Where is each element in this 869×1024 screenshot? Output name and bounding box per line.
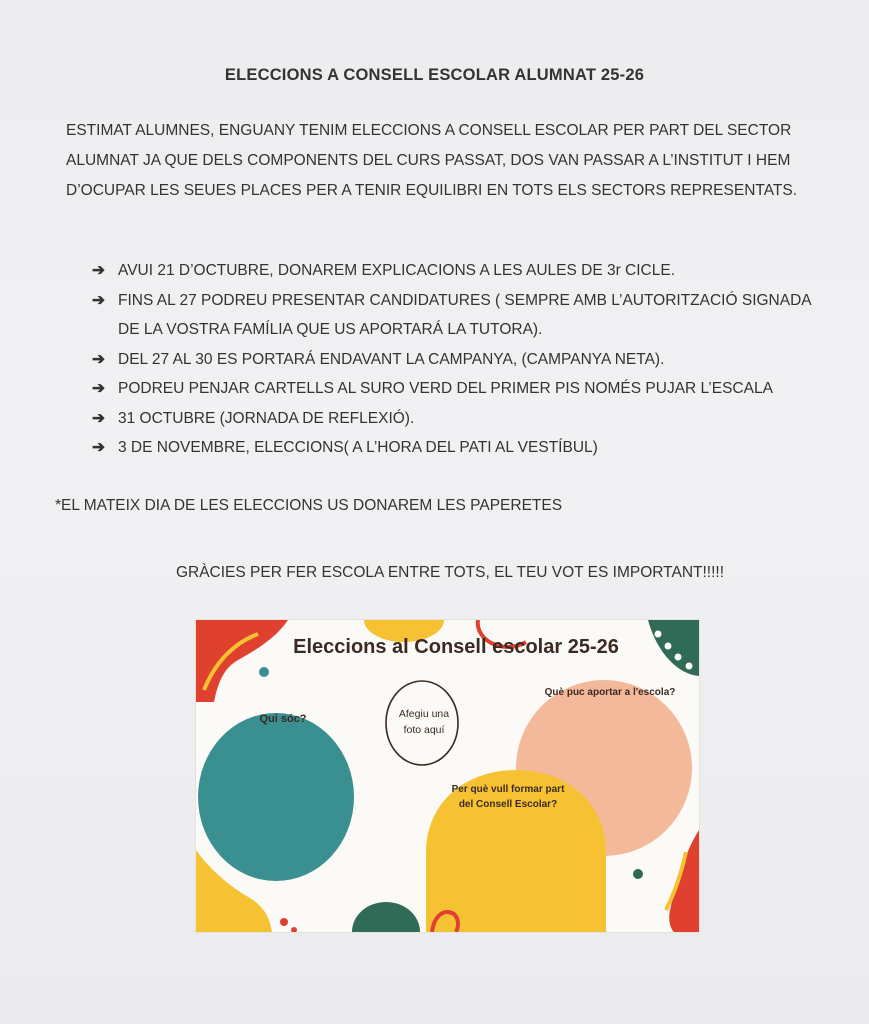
dot-red-1: [280, 918, 288, 926]
list-item-text: DEL 27 AL 30 ES PORTARÁ ENDAVANT LA CAMPANYA, (CAMPANYA NETA).: [118, 350, 665, 368]
campaign-poster: [196, 620, 699, 932]
list-item-text: 31 OCTUBRE (JORNADA DE REFLEXIÓ).: [118, 409, 415, 427]
red-blob-top-left: [196, 620, 288, 702]
red-blob-bottom-right: [669, 830, 699, 932]
teal-circle: [198, 713, 354, 881]
list-item: [92, 374, 812, 404]
list-item: [92, 433, 812, 463]
thanks-message: GRÀCIES PER FER ESCOLA ENTRE TOTS, EL TEU VOT ES IMPORTANT!!!!!: [175, 564, 725, 581]
list-item: [92, 404, 812, 434]
schedule-list: [92, 256, 812, 463]
poster-question-who: Qui sóc?: [259, 713, 307, 725]
arrow-right-icon: ➔: [92, 409, 105, 427]
dot-green: [633, 869, 643, 879]
notice-title: ELECCIONS A CONSELL ESCOLAR ALUMNAT 25-26: [224, 66, 645, 84]
list-item: [92, 345, 812, 375]
list-item-text: FINS AL 27 PODREU PRESENTAR CANDIDATURES ( SEMPRE AMB L’AUTORITZACIÓ SIGNADA DE LA VOSTRA FAMÍLIA QUE US APORTARÁ LA TUTORA).: [118, 291, 811, 338]
poster-question-contribute: Què puc aportar a l'escola?: [544, 687, 676, 698]
poster-question-why: Per què vull formar part del Consell Escolar?: [451, 784, 565, 810]
arrow-right-icon: ➔: [92, 291, 105, 309]
arrow-right-icon: ➔: [92, 262, 105, 279]
intro-paragraph: ESTIMAT ALUMNES, ENGUANY TENIM ELECCIONS A CONSELL ESCOLAR PER PART DEL SECTOR ALUMNAT JA QUE DELS COMPONENTS DEL CURS PASSAT, DOS VAN PASSAR A L’INSTITUT I HEM D’OCUPAR LES SEUES PLACES PER A TENIR EQUILIBRI EN TOTS ELS SECTORS REPRESENTATS.: [66, 122, 798, 199]
ballot-note: *EL MATEIX DIA DE LES ELECCIONS US DONAREM LES PAPERETES: [55, 497, 563, 514]
poster-decoration: [196, 620, 699, 932]
list-item-text: PODREU PENJAR CARTELLS AL SURO VERD DEL PRIMER PIS NOMÉS PUJAR L’ESCALA: [118, 380, 773, 397]
arrow-right-icon: ➔: [92, 380, 105, 397]
list-item-text: 3 DE NOVEMBRE, ELECCIONS( A L’HORA DEL PATI AL VESTÍBUL): [118, 439, 598, 456]
arrow-right-icon: ➔: [92, 439, 105, 456]
green-half-circle-bottom: [352, 902, 420, 932]
dot-teal: [259, 667, 269, 677]
poster-title: Eleccions al Consell escolar 25-26: [293, 636, 619, 658]
list-item: [92, 286, 812, 345]
dot-red-2: [291, 927, 297, 932]
photo-placeholder: Afegiu una foto aquí: [398, 708, 450, 736]
list-item-text: AVUI 21 D’OCTUBRE, DONAREM EXPLICACIONS A LES AULES DE 3r CICLE.: [118, 262, 676, 279]
arrow-right-icon: ➔: [92, 350, 105, 368]
list-item: [92, 256, 812, 286]
